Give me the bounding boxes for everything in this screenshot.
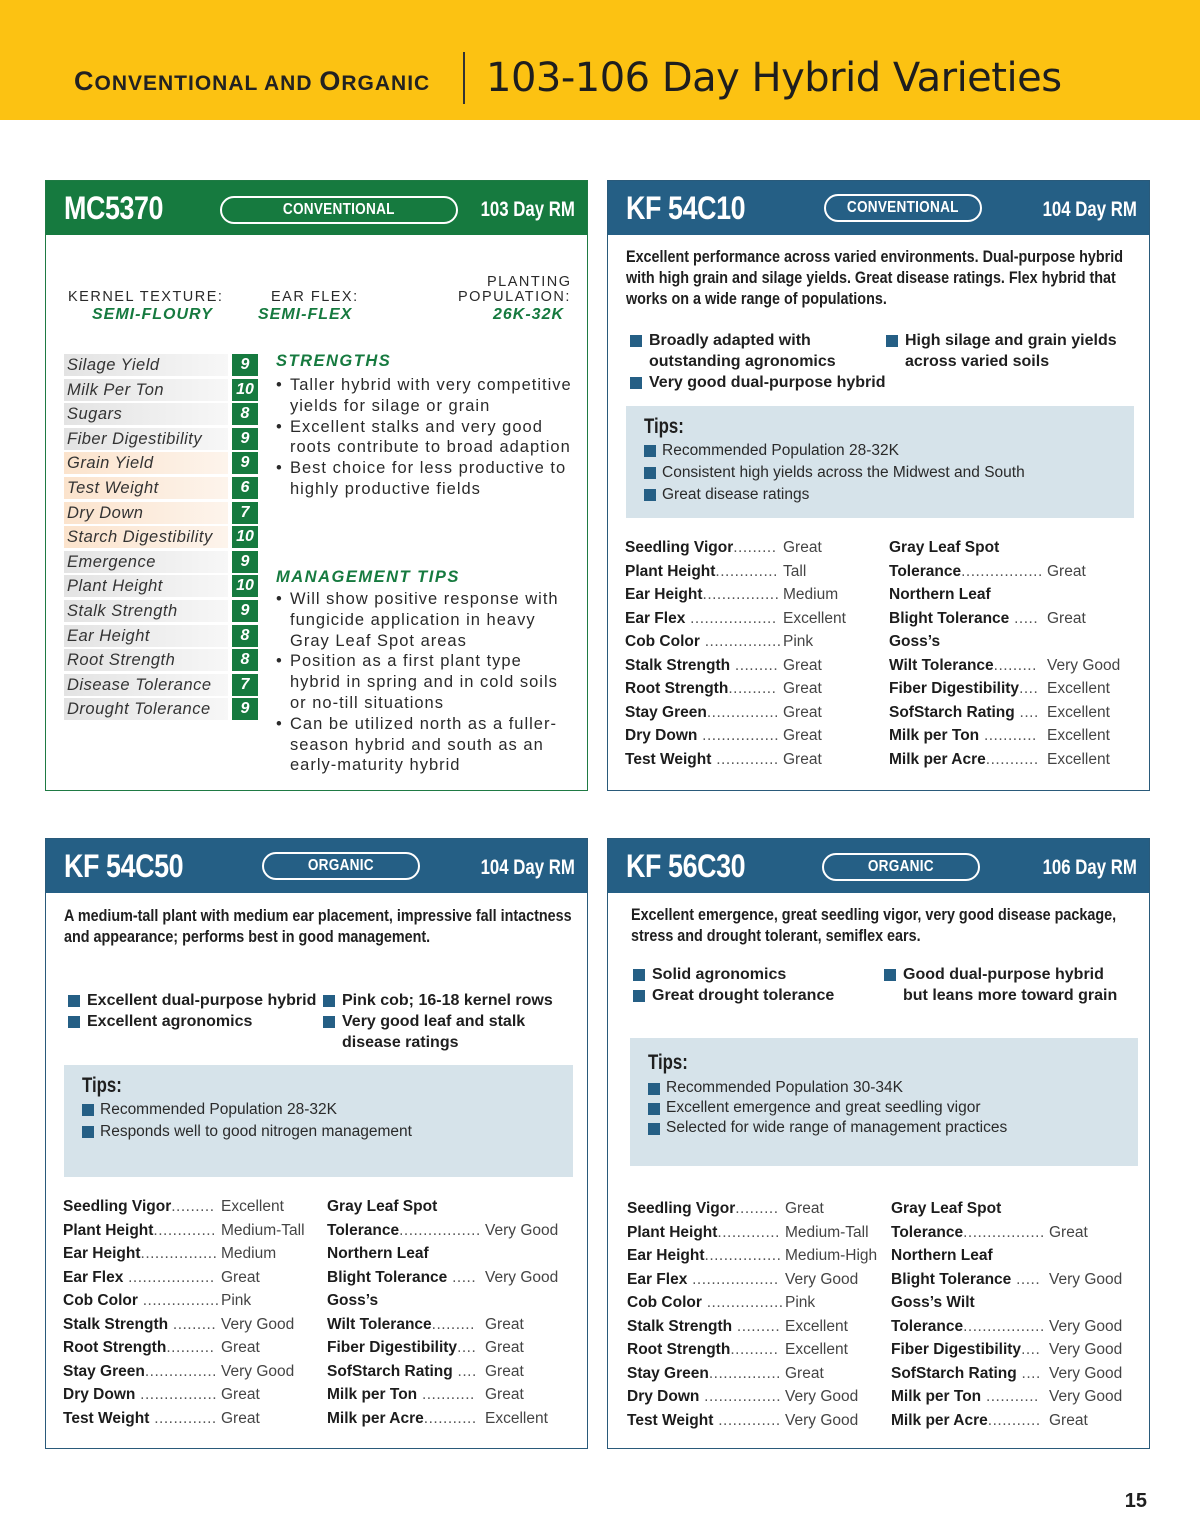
rating-value: 9 (232, 600, 258, 622)
list-item: Pink cob; 16-18 kernel rows (323, 990, 563, 1011)
tips-box (64, 1065, 573, 1177)
rating-label: Starch Digestibility (64, 526, 228, 548)
kernel-texture-value: SEMI-FLOURY (92, 306, 213, 323)
tips-box (630, 1038, 1138, 1166)
trait-row: Stalk Strength ......... Great (625, 656, 822, 674)
trait-row: Seedling Vigor......... Excellent (63, 1198, 284, 1215)
list-item: Recommended Population 28-32K (82, 1099, 412, 1121)
rating-label: Root Strength (64, 649, 228, 671)
trait-row: Milk per Ton ........... Very Good (891, 1388, 1123, 1405)
trait-row: Dry Down ................ Very Good (627, 1388, 859, 1405)
traits-right (889, 536, 1144, 771)
list-item: Recommended Population 28-32K (644, 440, 1025, 462)
kernel-texture-label: KERNEL TEXTURE: (68, 289, 224, 305)
rating-row (64, 402, 260, 427)
rating-value: 10 (232, 379, 258, 401)
rating-row (64, 378, 260, 403)
rating-label: Emergence (64, 551, 228, 573)
list-item: Recommended Population 30-34K (648, 1078, 1007, 1098)
rating-label: Fiber Digestibility (64, 428, 228, 450)
tips-title: Tips: (82, 1074, 122, 1097)
hybrid-name: MC5370 (64, 190, 164, 226)
trait-row: Root Strength.......... Great (625, 680, 822, 697)
trait-row: Test Weight ............. Great (63, 1409, 260, 1427)
rating-label: Disease Tolerance (64, 674, 228, 696)
bullets-right (886, 330, 1126, 372)
rating-label: Test Weight (64, 477, 228, 499)
trait-row: Stalk Strength ......... Very Good (63, 1315, 295, 1333)
trait-row: SofStarch Rating .... Very Good (891, 1364, 1123, 1382)
trait-row: Plant Height............. Medium-Tall (627, 1223, 869, 1241)
rating-value: 8 (232, 403, 258, 425)
rating-label: Drought Tolerance (64, 698, 228, 720)
list-item: Excellent dual-purpose hybrid (68, 990, 328, 1011)
trait-row: Stay Green............... Great (625, 703, 822, 721)
list-item: Excellent emergence and great seedling vigor (648, 1098, 1007, 1118)
trait-row: Goss’s (889, 633, 941, 650)
rating-row (64, 550, 260, 575)
trait-row: Goss’s Wilt (891, 1294, 975, 1311)
traits-left (63, 1195, 325, 1430)
list-item: Great drought tolerance (633, 985, 873, 1006)
trait-row: Fiber Digestibility.... Very Good (891, 1341, 1123, 1358)
trait-row: Dry Down ................ Great (63, 1386, 260, 1403)
card-header (46, 181, 587, 235)
page-title: 103-106 Day Hybrid Varieties (486, 55, 1062, 101)
management-tips-heading: MANAGEMENT TIPS (276, 568, 460, 586)
trait-row: Seedling Vigor......... Great (627, 1200, 824, 1217)
ear-flex-value: SEMI-FLEX (258, 306, 353, 323)
card-header (608, 181, 1149, 235)
header-banner (0, 0, 1200, 120)
trait-row: Gray Leaf Spot (889, 539, 1000, 556)
bullets-left (630, 330, 890, 393)
rating-value: 9 (232, 428, 258, 450)
trait-row: Northern Leaf (889, 586, 991, 603)
rating-row (64, 451, 260, 476)
trait-row: SofStarch Rating .... Excellent (889, 703, 1110, 721)
ratings-table (64, 353, 260, 722)
trait-row: Seedling Vigor......... Great (625, 539, 822, 556)
trait-row: Stay Green............... Very Good (63, 1362, 295, 1380)
list-item: • Excellent stalks and very good roots contribute to broad adaption (276, 417, 576, 459)
list-item: • Taller hybrid with very competitive yields for silage or grain (276, 375, 576, 417)
card-mc5370 (45, 180, 588, 791)
type-badge: CONVENTIONAL (824, 194, 982, 222)
type-badge: ORGANIC (262, 852, 420, 880)
rating-value: 10 (232, 575, 258, 597)
list-item: Solid agronomics (633, 964, 873, 985)
trait-row: Tolerance................. Very Good (327, 1221, 559, 1239)
trait-row: SofStarch Rating .... Great (327, 1362, 524, 1380)
management-tips-list (276, 589, 572, 776)
hybrid-name: KF 54C10 (626, 190, 746, 226)
traits-left (625, 536, 885, 771)
trait-row: Gray Leaf Spot (891, 1200, 1002, 1217)
rating-label: Dry Down (64, 502, 228, 524)
list-item: Consistent high yields across the Midwest and South (644, 462, 1025, 484)
rating-row (64, 525, 260, 550)
rating-row (64, 353, 260, 378)
tips-title: Tips: (648, 1051, 688, 1074)
list-item: • Best choice for less productive to highly productive fields (276, 458, 576, 500)
list-item: Good dual-purpose hybrid but leans more toward grain (884, 964, 1129, 1006)
rating-value: 8 (232, 625, 258, 647)
card-kf56c30 (607, 838, 1150, 1449)
ear-flex-label: EAR FLEX: (271, 289, 359, 305)
trait-row: Tolerance................. Great (889, 562, 1086, 580)
list-item: Broadly adapted with outstanding agronomics (630, 330, 890, 372)
trait-row: Ear Flex .................. Excellent (625, 609, 846, 627)
trait-row: Cob Color ................ Pink (625, 633, 814, 650)
trait-row: Milk per Acre........... Great (891, 1411, 1088, 1429)
card-kf54c10 (607, 180, 1150, 791)
page-number: 15 (1124, 1490, 1147, 1512)
trait-row: Ear Height................ Medium (63, 1245, 277, 1262)
relative-maturity: 103 Day RM (480, 198, 575, 221)
rating-label: Silage Yield (64, 354, 228, 376)
trait-row: Ear Flex .................. Very Good (627, 1270, 859, 1288)
trait-row: Tolerance................. Very Good (891, 1317, 1123, 1335)
bullets-left (68, 990, 328, 1032)
rating-row (64, 599, 260, 624)
list-item: • Will show positive response with fungicide application in heavy Gray Leaf Spot areas (276, 589, 572, 651)
rating-row (64, 697, 260, 722)
trait-row: Root Strength.......... Great (63, 1339, 260, 1356)
list-item: Very good leaf and stalk disease ratings (323, 1011, 563, 1053)
rating-label: Stalk Strength (64, 600, 228, 622)
bullets-right (323, 990, 563, 1053)
relative-maturity: 104 Day RM (480, 856, 575, 879)
section-subtitle: CONVENTIONAL AND ORGANIC (74, 66, 431, 96)
trait-row: Stalk Strength ......... Excellent (627, 1317, 848, 1335)
rating-label: Ear Height (64, 625, 228, 647)
rating-row (64, 574, 260, 599)
trait-row: Ear Flex .................. Great (63, 1268, 260, 1286)
trait-row: Plant Height............. Medium-Tall (63, 1221, 305, 1239)
bullets-left (633, 964, 873, 1006)
trait-row: Goss’s (327, 1292, 379, 1309)
bullets-right (884, 964, 1129, 1006)
trait-row: Milk per Acre........... Excellent (889, 750, 1110, 768)
rating-row (64, 476, 260, 501)
trait-row: Ear Height................ Medium-High (627, 1247, 878, 1264)
type-badge: CONVENTIONAL (220, 196, 458, 224)
list-item: Responds well to good nitrogen management (82, 1121, 412, 1143)
rating-value: 9 (232, 698, 258, 720)
list-item: • Position as a first plant type hybrid in spring and in cold soils or no-till situations (276, 651, 572, 713)
trait-row: Blight Tolerance ..... Very Good (891, 1270, 1123, 1288)
rating-label: Milk Per Ton (64, 379, 228, 401)
list-item: Excellent agronomics (68, 1011, 328, 1032)
trait-row: Milk per Acre........... Excellent (327, 1409, 548, 1427)
trait-row: Test Weight ............. Great (625, 750, 822, 768)
trait-row: Milk per Ton ........... Great (327, 1386, 524, 1403)
description: A medium-tall plant with medium ear placement, impressive fall intactness and appearance; performs best in good management. (64, 907, 572, 946)
rating-value: 9 (232, 551, 258, 573)
relative-maturity: 106 Day RM (1042, 856, 1137, 879)
trait-row: Fiber Digestibility.... Excellent (889, 680, 1110, 697)
rating-label: Sugars (64, 403, 228, 425)
rating-value: 7 (232, 674, 258, 696)
rating-row (64, 427, 260, 452)
trait-row: Test Weight ............. Very Good (627, 1411, 859, 1429)
list-item: • Can be utilized north as a fuller-season hybrid and south as an early-maturity hybrid (276, 714, 572, 776)
trait-row: Stay Green............... Great (627, 1364, 824, 1382)
trait-row: Northern Leaf (891, 1247, 993, 1264)
trait-row: Dry Down ................ Great (625, 727, 822, 744)
traits-right (327, 1195, 582, 1430)
rating-value: 8 (232, 649, 258, 671)
tips-list (644, 440, 1025, 506)
traits-left (627, 1197, 889, 1432)
tips-box (626, 406, 1134, 518)
header-divider (463, 52, 465, 104)
trait-row: Root Strength.......... Excellent (627, 1341, 848, 1358)
planting-label: PLANTING (487, 274, 572, 290)
trait-row: Blight Tolerance ..... Very Good (327, 1268, 559, 1286)
population-value: 26K-32K (493, 306, 565, 323)
card-header (46, 839, 587, 893)
list-item: High silage and grain yields across varied soils (886, 330, 1126, 372)
rating-value: 9 (232, 452, 258, 474)
tips-list (82, 1099, 412, 1143)
rating-value: 7 (232, 502, 258, 524)
rating-label: Grain Yield (64, 452, 228, 474)
trait-row: Blight Tolerance ..... Great (889, 609, 1086, 627)
rating-value: 10 (232, 526, 258, 548)
population-label: POPULATION: (458, 289, 571, 305)
relative-maturity: 104 Day RM (1042, 198, 1137, 221)
strengths-list (276, 375, 576, 500)
card-header (608, 839, 1149, 893)
tips-list (648, 1078, 1007, 1138)
trait-row: Gray Leaf Spot (327, 1198, 438, 1215)
list-item: Selected for wide range of management practices (648, 1118, 1007, 1138)
list-item: Great disease ratings (644, 484, 1025, 506)
strengths-heading: STRENGTHS (276, 352, 392, 370)
list-item: Very good dual-purpose hybrid (630, 372, 890, 393)
rating-value: 6 (232, 477, 258, 499)
card-kf54c50 (45, 838, 588, 1449)
trait-row: Plant Height............. Tall (625, 562, 807, 580)
trait-row: Wilt Tolerance......... Very Good (889, 656, 1121, 674)
trait-row: Wilt Tolerance......... Great (327, 1315, 524, 1333)
rating-row (64, 673, 260, 698)
trait-row: Cob Color ................ Pink (627, 1294, 816, 1311)
rating-row (64, 648, 260, 673)
description: Excellent emergence, great seedling vigor, very good disease package, stress and drought tolerant, semiflex ears. (631, 906, 1117, 945)
tips-title: Tips: (644, 415, 684, 438)
rating-row (64, 624, 260, 649)
type-badge: ORGANIC (822, 853, 980, 881)
rating-value: 9 (232, 354, 258, 376)
hybrid-name: KF 54C50 (64, 848, 184, 884)
trait-row: Tolerance................. Great (891, 1223, 1088, 1241)
trait-row: Northern Leaf (327, 1245, 429, 1262)
description: Excellent performance across varied environments. Dual-purpose hybrid with high grain and silage yields. Great disease ratings. Flex hybrid that works on a wide range of populations. (626, 248, 1124, 308)
trait-row: Milk per Ton ........... Excellent (889, 727, 1110, 744)
hybrid-name: KF 56C30 (626, 848, 746, 884)
trait-row: Ear Height................ Medium (625, 586, 839, 603)
rating-row (64, 501, 260, 526)
traits-right (891, 1197, 1146, 1432)
rating-label: Plant Height (64, 575, 228, 597)
trait-row: Cob Color ................ Pink (63, 1292, 252, 1309)
trait-row: Fiber Digestibility.... Great (327, 1339, 524, 1356)
